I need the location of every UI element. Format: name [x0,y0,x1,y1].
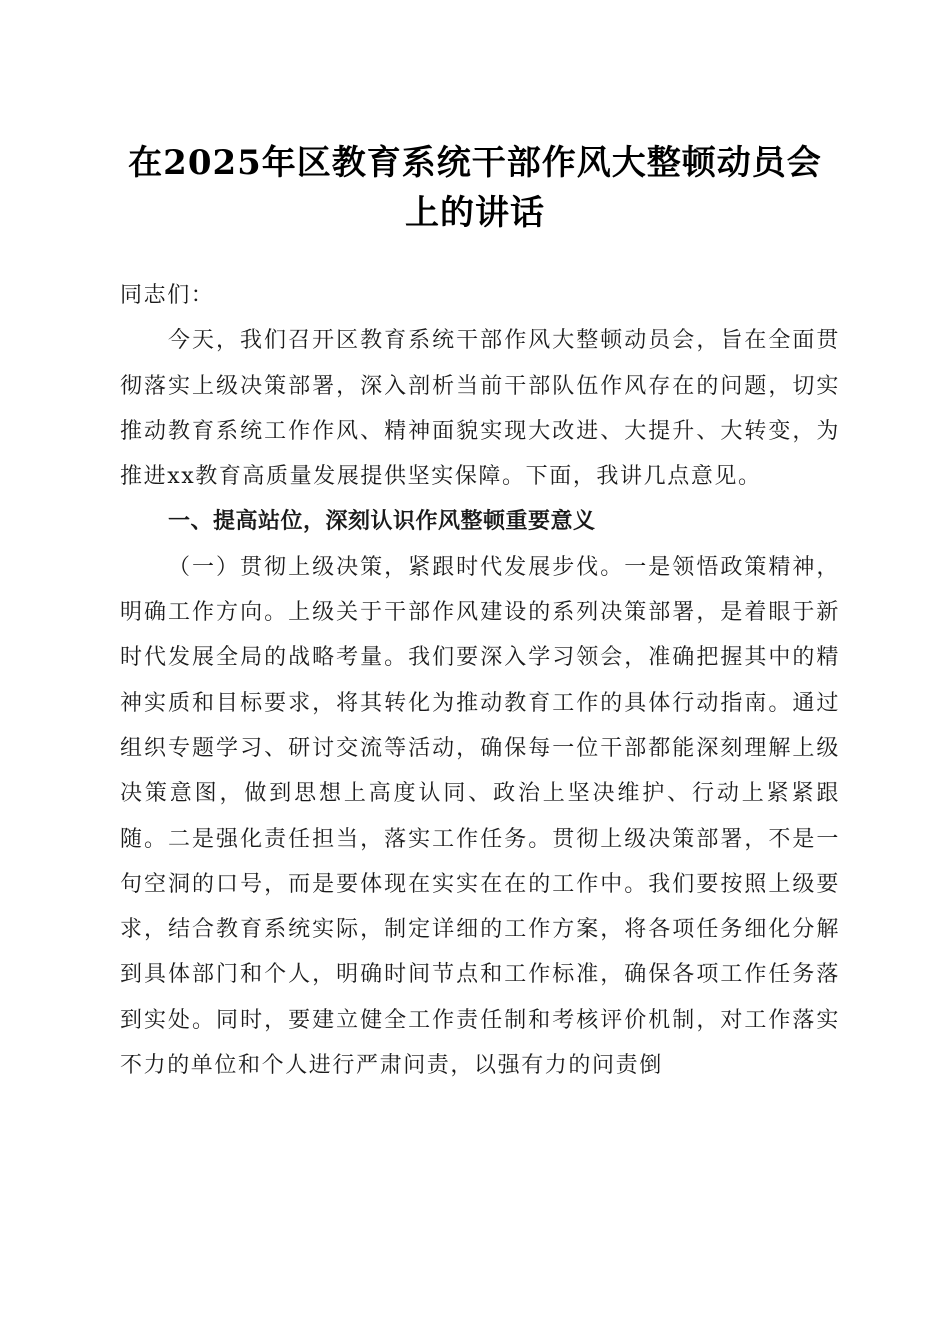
intro-paragraph: 今天，我们召开区教育系统干部作风大整顿动员会，旨在全面贯彻落实上级决策部署，深入剖析当前干部队伍作风存在的问题，切实推动教育系统工作作风、精神面貌实现大改进、大提升、大转变，为推进xx教育高质量发展提供坚实保障。下面，我讲几点意见。 [120,328,840,490]
document-title [100,138,850,238]
subsection-paragraph-1: （一）贯彻上级决策，紧跟时代发展步伐。一是领悟政策精神，明确工作方向。上级关于干部作风建设的系列决策部署，是着眼于新时代发展全局的战略考量。我们要深入学习领会，准确把握其中的精神实质和目标要求，将其转化为推动教育工作的具体行动指南。通过组织专题学习、研讨交流等活动，确保每一位干部都能深刻理解上级决策意图，做到思想上高度认同、政治上坚决维护、行动上紧紧跟随。二是强化责任担当，落实工作任务。贯彻上级决策部署，不是一句空洞的口号，而是要体现在实实在在的工作中。我们要按照上级要求，结合教育系统实际，制定详细的工作方案，将各项任务细化分解到具体部门和个人，明确时间节点和工作标准，确保各项工作任务落到实处。同时，要建立健全工作责任制和考核评价机制，对工作落实不力的单位和个人进行严肃问责，以强有力的问责倒 [120,554,840,1079]
title-line-2: 上的讲话 [405,193,545,233]
document-body [120,273,840,1088]
title-line-1: 在2025年区教育系统干部作风大整顿动员会 [128,143,822,183]
section-heading-1: 一、提高站位，深刻认识作风整顿重要意义 [168,509,596,535]
salutation: 同志们： [120,283,215,308]
